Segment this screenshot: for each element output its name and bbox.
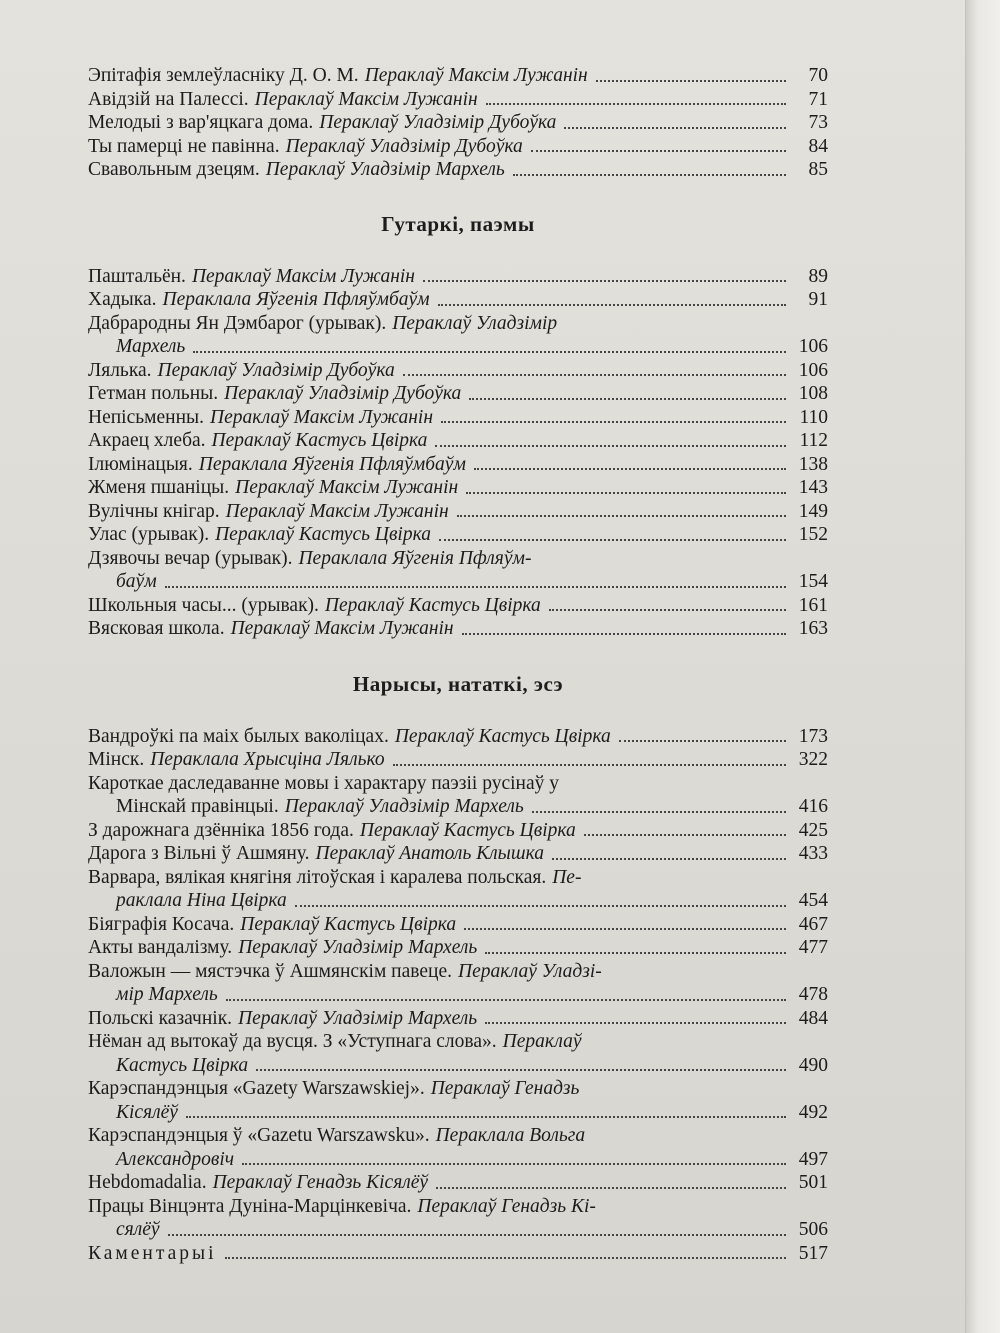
- entry-page: 73: [808, 112, 828, 133]
- entry-title: Польскі казачнік.: [88, 1007, 233, 1029]
- section-heading: Гутаркі, паэмы: [381, 211, 535, 236]
- entry-title: Біяграфія Косача.: [88, 913, 235, 935]
- entry-translator-cont: раклала Ніна Цвірка: [116, 890, 287, 911]
- entry-page: 517: [798, 1242, 828, 1264]
- entry-translator: Пераклаў Максім Лужанін: [191, 265, 415, 287]
- toc-entry: [88, 725, 828, 749]
- entry-translator-cont: мір Мархель: [116, 984, 218, 1005]
- entry-title: Карэспандэнцыя «Gazety Warszawskiej».: [88, 1078, 425, 1099]
- toc-entry: [88, 158, 828, 182]
- entry-title: Непісьменны.: [88, 406, 204, 428]
- entry-page: 138: [798, 453, 828, 475]
- entry-title: Эпітафія землеўласніку Д. О. М.: [88, 65, 359, 86]
- dot-leader: [486, 103, 786, 105]
- entry-title-cont: Мінскай правінцыі.: [116, 796, 279, 817]
- entry-translator: Пераклаў Уладзі-: [457, 960, 602, 982]
- entry-translator-cont: сялёў: [116, 1219, 160, 1240]
- entry-title: Ілюмінацыя.: [88, 453, 193, 475]
- toc-entry: [88, 1124, 828, 1171]
- toc-entry: [88, 936, 828, 960]
- entry-page: 112: [799, 430, 828, 451]
- entry-page: 454: [798, 890, 828, 911]
- entry-page: 70: [808, 65, 828, 86]
- entry-page: 143: [798, 477, 828, 498]
- entry-page: 161: [798, 594, 828, 616]
- dot-leader: [469, 398, 786, 400]
- toc-entry: [88, 842, 828, 866]
- toc-entry: [88, 312, 828, 359]
- entry-translator: Пераклаў Уладзімір Мархель: [284, 796, 524, 817]
- dot-leader: [423, 280, 786, 282]
- toc-entry: [88, 594, 828, 618]
- entry-title: Дарога з Вільні ў Ашмяну.: [88, 843, 310, 864]
- dot-leader: [485, 1022, 786, 1024]
- toc-entry: [88, 617, 828, 641]
- entry-page: 163: [798, 618, 828, 639]
- dot-leader: [596, 80, 786, 82]
- entry-page: 501: [798, 1172, 828, 1193]
- toc-entry: [88, 748, 828, 772]
- entry-translator: Пераклаў Уладзімір Мархель: [238, 1007, 478, 1029]
- entry-translator: Пераклаў Максім Лужанін: [209, 406, 434, 428]
- entry-title: Улас (урывак).: [88, 524, 210, 545]
- dot-leader: [439, 539, 786, 541]
- entry-translator-cont: Александровіч: [116, 1148, 235, 1170]
- dot-leader: [295, 905, 786, 907]
- dot-leader: [513, 174, 786, 176]
- dot-leader: [531, 150, 786, 152]
- toc-entry: [88, 913, 828, 937]
- entry-title: Школьныя часы... (урывак).: [88, 594, 319, 616]
- entry-translator: Пераклала Хрысціна Лялько: [150, 749, 385, 770]
- entry-translator: Пераклаў: [502, 1031, 582, 1052]
- toc-entry: [88, 1007, 828, 1031]
- entry-title: Хадыка.: [88, 289, 157, 310]
- toc-entry: [88, 476, 828, 500]
- toc-entry: [88, 453, 828, 477]
- entry-title: Вандроўкі па маіх былых ваколіцах.: [88, 725, 389, 747]
- entry-title: З дарожнага дзённіка 1856 года.: [88, 819, 354, 841]
- entry-page: 91: [808, 289, 828, 310]
- entry-page: 152: [798, 524, 828, 545]
- entry-translator: Пераклала Яўгенія Пфляўмбаўм: [162, 289, 430, 310]
- entry-translator: Пераклаў Максім Лужанін: [254, 88, 478, 110]
- toc-entry: [88, 406, 828, 430]
- entry-title: Ты памерці не павінна.: [88, 135, 280, 157]
- entry-page: 425: [798, 819, 828, 841]
- entry-title: Варвара, вялікая княгіня літоўская і каралева польская.: [88, 866, 547, 888]
- entry-translator: Пераклаў Генадзь: [430, 1078, 580, 1099]
- toc-entry: [88, 88, 828, 112]
- entry-translator: Пераклаў Уладзімір Мархель: [238, 937, 478, 958]
- dot-leader: [438, 304, 786, 306]
- entry-page: 492: [798, 1101, 828, 1123]
- entry-title: Hebdomadalia.: [88, 1172, 207, 1193]
- toc-entry: [88, 429, 828, 453]
- toc-entry: [88, 960, 828, 1007]
- entry-translator: Пераклаў Анатоль Клышка: [315, 843, 544, 864]
- toc-entry: [88, 523, 828, 547]
- dot-leader: [466, 492, 786, 494]
- toc-entry: [88, 135, 828, 159]
- entry-page: 106: [798, 336, 828, 357]
- toc-entry: [88, 1195, 828, 1242]
- dot-leader: [165, 586, 786, 588]
- dot-leader: [552, 858, 786, 860]
- toc-entry: [88, 547, 828, 594]
- entry-page: 497: [798, 1148, 828, 1170]
- entry-page: 416: [798, 796, 828, 817]
- entry-translator-cont: баўм: [116, 571, 157, 592]
- entry-page: 477: [798, 937, 828, 958]
- entry-title: Жменя пшаніцы.: [88, 477, 230, 498]
- toc-entry: [88, 866, 828, 913]
- dot-leader: [464, 928, 786, 930]
- dot-leader: [619, 740, 786, 742]
- entry-translator-cont: Мархель: [116, 336, 186, 357]
- entry-translator: Пераклала Вольга: [435, 1125, 586, 1146]
- entry-translator: Пераклаў Уладзімір Мархель: [265, 159, 505, 180]
- dot-leader: [532, 811, 786, 813]
- entry-title: Гетман польны.: [88, 383, 219, 404]
- entry-page: 478: [798, 984, 828, 1005]
- entry-title: Лялька.: [88, 359, 152, 381]
- toc-entry: [88, 819, 828, 843]
- section-heading: Нарысы, нататкі, эсэ: [352, 671, 564, 696]
- entry-translator: Пераклаў Уладзімір Дубоўка: [224, 383, 462, 404]
- dot-leader: [435, 445, 786, 447]
- entry-page: 108: [798, 383, 828, 404]
- entry-translator: Пераклала Яўгенія Пфляўмбаўм: [198, 453, 466, 475]
- entry-title: Валожын — мястэчка ў Ашмянскім павеце.: [88, 960, 452, 982]
- dot-leader: [441, 421, 786, 423]
- dot-leader: [186, 1116, 786, 1118]
- dot-leader: [457, 515, 786, 517]
- toc-entry: [88, 1242, 828, 1266]
- entry-page: 89: [808, 265, 828, 287]
- entry-title: Акраец хлеба.: [88, 430, 206, 451]
- dot-leader: [564, 127, 786, 129]
- entry-translator: Пераклаў Кастусь Цвірка: [240, 913, 457, 935]
- toc-entry: [88, 288, 828, 312]
- entry-title: Кароткае даследаванне мовы і характару паэзіі русінаў у: [88, 772, 559, 794]
- dot-leader: [436, 1187, 786, 1189]
- toc-entry: [88, 500, 828, 524]
- entry-translator: Пераклаў Генадзь Кісялёў: [212, 1172, 429, 1193]
- entry-page: 506: [798, 1219, 828, 1240]
- toc-entry: [88, 772, 828, 819]
- toc-entry: [88, 1030, 828, 1077]
- entry-title: Мінск.: [88, 749, 145, 770]
- entry-translator: Пераклаў Максім Лужанін: [230, 618, 454, 639]
- toc-entry: [88, 1171, 828, 1195]
- entry-translator: Пераклаў Кастусь Цвірка: [394, 725, 611, 747]
- dot-leader: [549, 609, 786, 611]
- entry-title: Дабрародны Ян Дэмбарог (урывак).: [88, 312, 387, 334]
- entry-title: Авідзій на Палессі.: [88, 88, 249, 110]
- entry-page: 484: [798, 1007, 828, 1029]
- entry-page: 106: [798, 359, 828, 381]
- entry-translator: Пераклаў Кастусь Цвірка: [211, 430, 428, 451]
- entry-title: Нёман ад вытокаў да вусця. З «Уступнага слова».: [88, 1031, 497, 1052]
- entry-translator: Пераклаў Уладзімір Дубоўка: [157, 359, 395, 381]
- entry-translator: Пераклаў Максім Лужанін: [364, 65, 588, 86]
- entry-title: Паштальён.: [88, 265, 186, 287]
- table-of-contents: [88, 64, 828, 1265]
- dot-leader: [403, 374, 786, 376]
- entry-page: 71: [808, 88, 828, 110]
- entry-page: 149: [798, 500, 828, 522]
- dot-leader: [474, 468, 786, 470]
- entry-page: 490: [798, 1054, 828, 1076]
- toc-entry: [88, 111, 828, 135]
- toc-entry: [88, 1077, 828, 1124]
- entry-translator: Пераклаў Максім Лужанін: [235, 477, 459, 498]
- entry-translator: Пераклаў Кастусь Цвірка: [324, 594, 541, 616]
- entry-title: Карэспандэнцыя ў «Gazetu Warszawsku».: [88, 1125, 430, 1146]
- dot-leader: [193, 351, 786, 353]
- dot-leader: [485, 952, 786, 954]
- dot-leader: [168, 1234, 786, 1236]
- entry-translator: Пе-: [552, 866, 582, 888]
- entry-translator: Пераклаў Кастусь Цвірка: [359, 819, 576, 841]
- entry-title: Дзявочы вечар (урывак).: [88, 547, 293, 569]
- dot-leader: [226, 999, 786, 1001]
- entry-translator: Пераклаў Уладзімір Дубоўка: [285, 135, 523, 157]
- entry-page: 467: [798, 913, 828, 935]
- dot-leader: [256, 1069, 786, 1071]
- entry-translator: Пераклаў Кастусь Цвірка: [215, 524, 431, 545]
- entry-page: 85: [808, 159, 828, 180]
- entry-page: 433: [798, 843, 828, 864]
- entry-translator: Пераклаў Уладзімір Дубоўка: [319, 112, 557, 133]
- toc-entry: [88, 359, 828, 383]
- entry-translator: Пераклаў Уладзімір: [392, 312, 558, 334]
- entry-translator-cont: Кісялёў: [116, 1101, 178, 1123]
- entry-translator: Пераклаў Максім Лужанін: [225, 500, 449, 522]
- entry-title: Каментарыі: [88, 1242, 217, 1264]
- entry-title: Акты вандалізму.: [88, 937, 233, 958]
- dot-leader: [584, 834, 786, 836]
- entry-title: Вулічны кнігар.: [88, 500, 220, 522]
- dot-leader: [225, 1257, 786, 1259]
- dot-leader: [462, 633, 786, 635]
- entry-page: 84: [808, 135, 828, 157]
- dot-leader: [393, 764, 786, 766]
- entry-title: Вясковая школа.: [88, 618, 225, 639]
- toc-entry: [88, 265, 828, 289]
- entry-page: 110: [799, 406, 828, 428]
- entry-title: Свавольным дзецям.: [88, 159, 260, 180]
- entry-title: Мелодыі з вар'яцкага дома.: [88, 112, 314, 133]
- entry-page: 322: [798, 749, 828, 770]
- entry-page: 173: [798, 725, 828, 747]
- toc-entry: [88, 382, 828, 406]
- entry-page: 154: [798, 571, 828, 592]
- facing-page-edge: [965, 0, 1000, 1333]
- entry-translator: Пераклаў Генадзь Кі-: [417, 1195, 596, 1217]
- entry-title: Працы Вінцэнта Дуніна-Марцінкевіча.: [88, 1195, 412, 1217]
- dot-leader: [242, 1163, 786, 1165]
- entry-translator-cont: Кастусь Цвірка: [116, 1054, 249, 1076]
- entry-translator: Пераклала Яўгенія Пфляўм-: [298, 547, 532, 569]
- toc-entry: [88, 64, 828, 88]
